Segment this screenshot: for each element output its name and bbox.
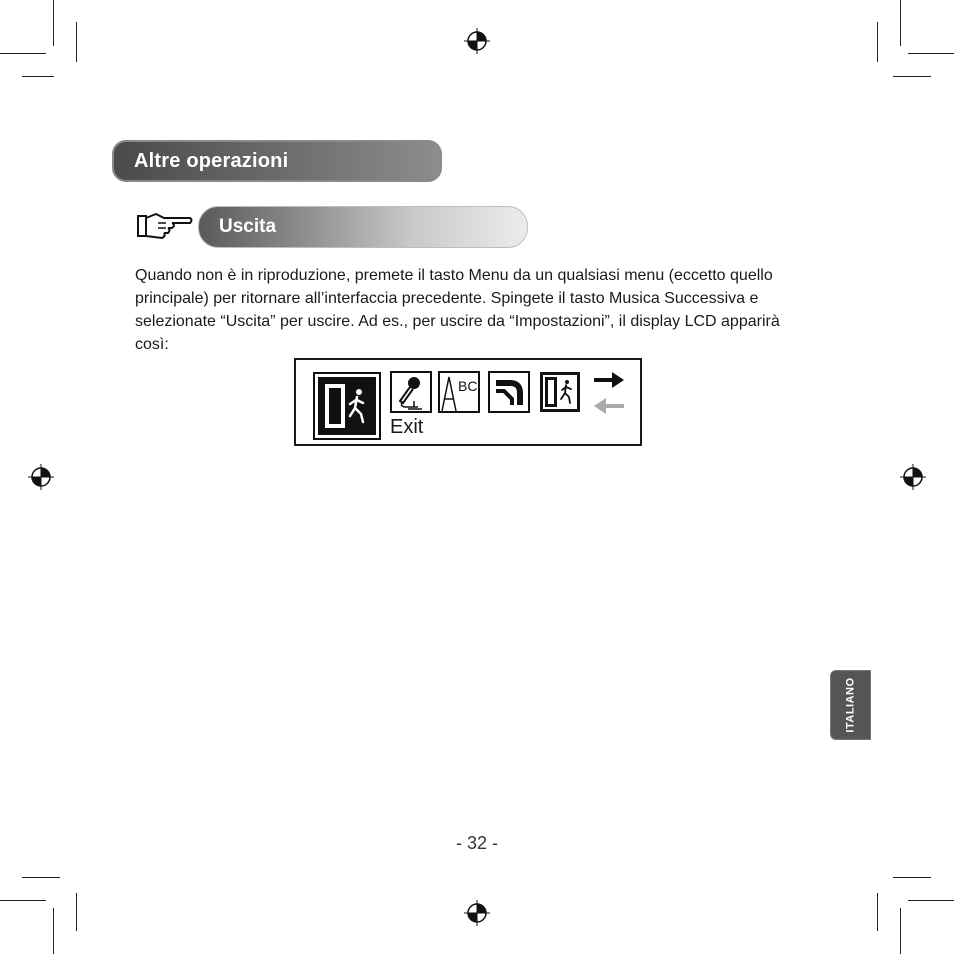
exit-door-icon	[539, 371, 581, 413]
lcd-caption: Exit	[390, 416, 424, 438]
registration-mark-icon	[464, 900, 490, 926]
section-title: Altre operazioni	[134, 149, 289, 172]
registration-mark-icon	[900, 464, 926, 490]
crop-mark	[908, 900, 954, 901]
registration-mark-icon	[28, 464, 54, 490]
crop-mark	[900, 908, 901, 954]
crop-mark	[877, 893, 878, 931]
crop-mark	[22, 76, 54, 77]
registration-mark-icon	[464, 28, 490, 54]
subsection-title: Uscita	[219, 216, 277, 237]
crop-mark	[76, 893, 77, 931]
crop-mark	[53, 0, 54, 46]
lcd-display	[294, 358, 642, 446]
language-tab-label: ITALIANO	[844, 677, 857, 733]
abc-icon	[438, 371, 480, 413]
language-tab	[830, 670, 871, 740]
crop-mark	[893, 76, 931, 77]
microphone-icon	[390, 371, 432, 413]
instruction-paragraph: Quando non è in riproduzione, premete il tasto Menu da un qualsiasi menu (eccetto quello principale) per ritornare all’interfaccia precedente. Spingete il tasto Musica Successiva e selezionate “Uscita” per uscire. Ad es., per uscire da “Impostazioni”, il display LCD apparirà così:	[135, 267, 780, 353]
crop-mark	[0, 53, 46, 54]
crop-mark	[908, 53, 954, 54]
crop-mark	[76, 22, 77, 62]
subsection-heading-bar	[198, 206, 528, 248]
crop-mark	[893, 877, 931, 878]
section-heading-bar	[112, 140, 442, 182]
crop-mark	[877, 22, 878, 62]
exit-door-icon-selected	[313, 372, 381, 440]
next-arrow-icon	[592, 370, 626, 390]
svg-text:BC: BC	[458, 378, 478, 394]
pointing-hand-icon	[136, 208, 194, 242]
page-number: - 32 -	[455, 833, 498, 853]
crop-mark	[0, 900, 46, 901]
crop-mark	[22, 877, 60, 878]
crop-mark	[900, 0, 901, 46]
prev-arrow-icon	[592, 396, 626, 416]
crop-mark	[53, 908, 54, 954]
back-arrow-icon	[488, 371, 530, 413]
